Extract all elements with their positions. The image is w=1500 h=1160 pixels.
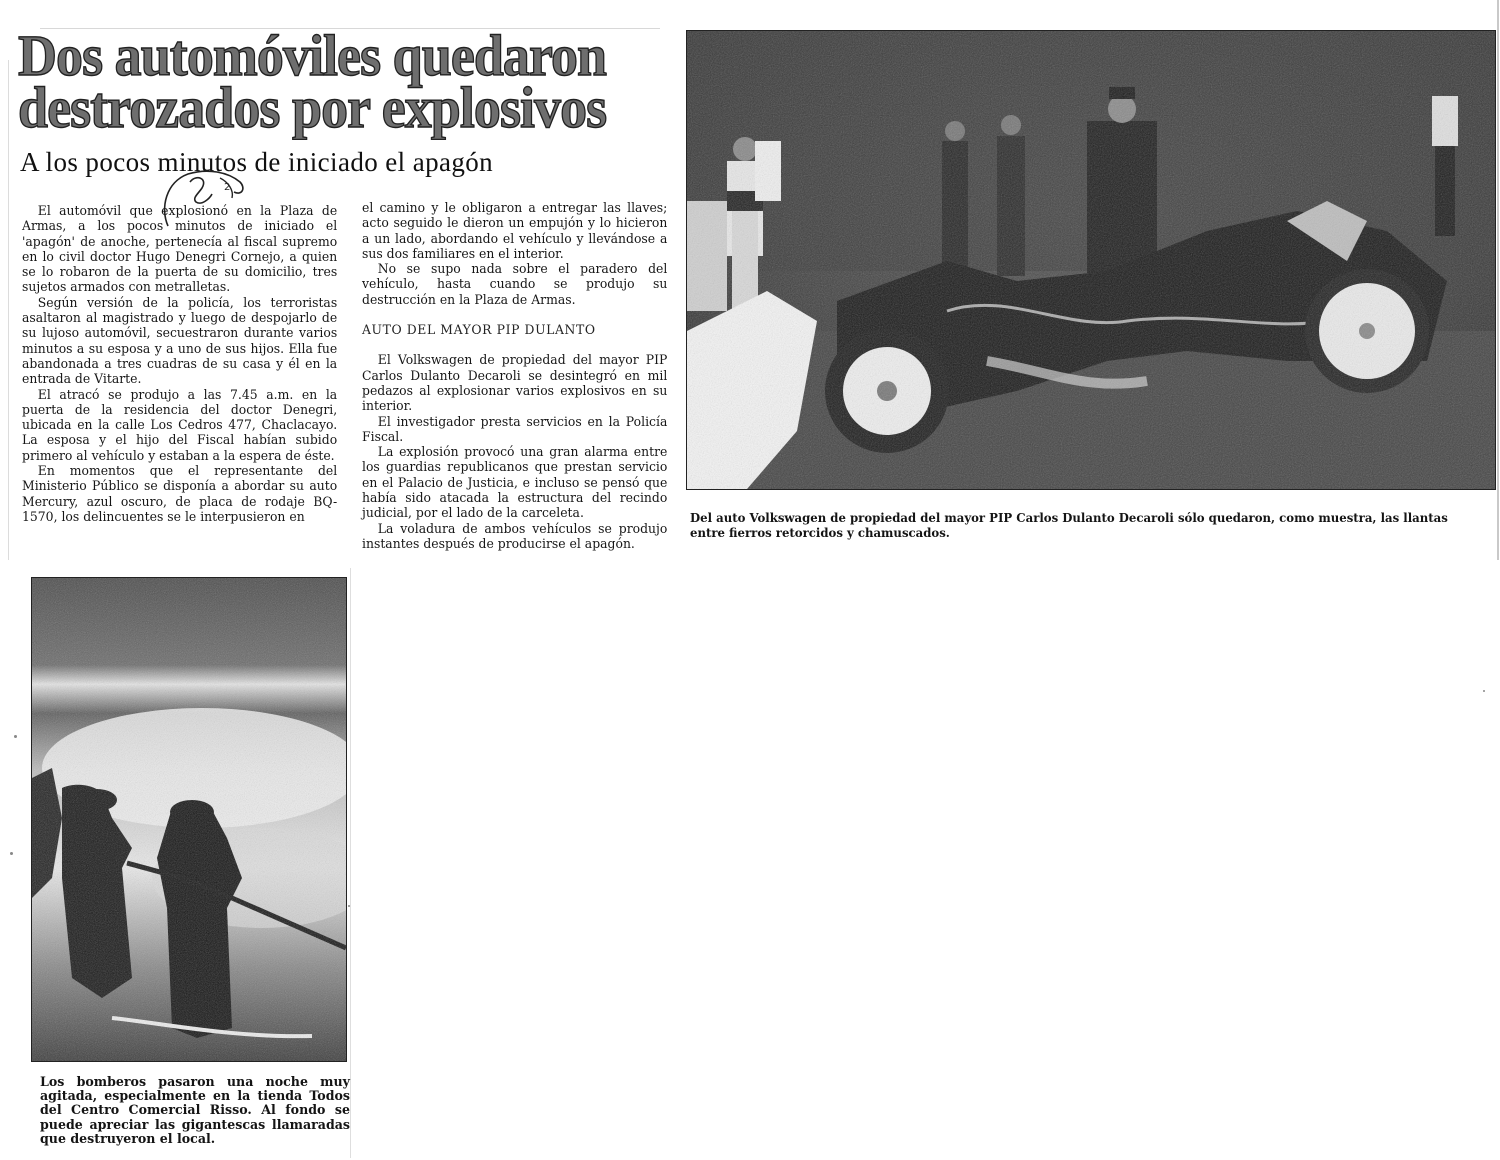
firefighters-caption: Los bomberos pasaron una noche muy agitada, especialmente en la tienda Todos del Centro Comercial Risso. Al fondo se puede apreciar las gigantescas llamaradas que destruyeron el local. xyxy=(40,1074,350,1146)
paragraph: Según versión de la policía, los terroristas asaltaron al magistrado y luego de despojarlo de su lujoso automóvil, secuestraron durante varios minutos a su esposa y a uno de sus hijos. Ella fue abandonada a tres cuadras de su casa y él en la entrada de Vitarte. xyxy=(22,294,338,387)
scan-speck xyxy=(1483,690,1485,692)
firefighters-image xyxy=(32,578,346,1061)
scan-speck xyxy=(10,852,13,855)
paragraph: El investigador presta servicios en la Policía Fiscal. xyxy=(362,413,668,444)
headline xyxy=(18,23,607,140)
paragraph: La voladura de ambos vehículos se produjo instantes después de producirse el apagón. xyxy=(362,520,668,551)
scan-speck xyxy=(348,905,350,907)
clipping-edge-divider xyxy=(350,568,351,1158)
article-column-2 xyxy=(362,200,667,551)
subheadline: A los pocos minutos de iniciado el apagón xyxy=(20,147,494,177)
headline-line-1: Dos automóviles quedaron xyxy=(18,23,607,88)
paragraph: El atracó se produjo a las 7.45 a.m. en la puerta de la residencia del doctor Denegri, ubicada en la calle Los Cedros 477, Chaclacayo. La esposa y el hijo del Fiscal habían subido primero al vehículo y estaban a la espera de éste. xyxy=(22,386,338,463)
paragraph: El automóvil que explosionó en la Plaza de Armas, a los pocos minutos de iniciado el 'apagón' de anoche, pertenecía al fiscal supremo en lo civil doctor Hugo Denegri Cornejo, a quien se lo robaron de la puerta de su domicilio, tres sujetos armados con metralletas. xyxy=(22,203,338,295)
svg-text:2: 2 xyxy=(224,182,231,193)
clipping-edge-left xyxy=(8,60,9,560)
scan-speck xyxy=(14,735,17,738)
wrecked-car-caption: Del auto Volkswagen de propiedad del mayor PIP Carlos Dulanto Decaroli sólo quedaron, como muestra, las llantas entre fierros retorcidos y chamuscados. xyxy=(690,511,1448,540)
paragraph: el camino y le obligaron a entregar las llaves; acto seguido le dieron un empujón y lo hicieron a un lado, abordando el vehículo y llevándose a sus dos familiares en el interior. xyxy=(362,200,668,261)
wrecked-car-image xyxy=(687,31,1495,489)
firefighters-photo xyxy=(31,577,347,1062)
paragraph: En momentos que el representante del Ministerio Público se disponía a abordar su auto Mercury, azul oscuro, de placa de rodaje BQ-1570, los delincuentes se le interpusieron en xyxy=(22,463,338,524)
article-column-1 xyxy=(22,203,337,524)
clipping-edge-right xyxy=(1497,0,1499,560)
paragraph: La explosión provocó una gran alarma entre los guardias republicanos que prestan servicio en el Palacio de Justicia, e incluso se pensó que había sido atacada la estructura del recindo judicial, por el lado de la carceleta. xyxy=(362,444,668,521)
headline-line-2: destrozados por explosivos xyxy=(18,75,607,140)
paragraph: El Volkswagen de propiedad del mayor PIP Carlos Dulanto Decaroli se desintegró en mil pedazos al explosionar varios explosivos en su interior. xyxy=(362,352,668,414)
wrecked-car-photo xyxy=(686,30,1496,490)
section-subtitle: AUTO DEL MAYOR PIP DULANTO xyxy=(362,322,596,338)
paragraph: No se supo nada sobre el paradero del vehículo, hasta cuando se produjo su destrucción en la Plaza de Armas. xyxy=(362,261,668,307)
